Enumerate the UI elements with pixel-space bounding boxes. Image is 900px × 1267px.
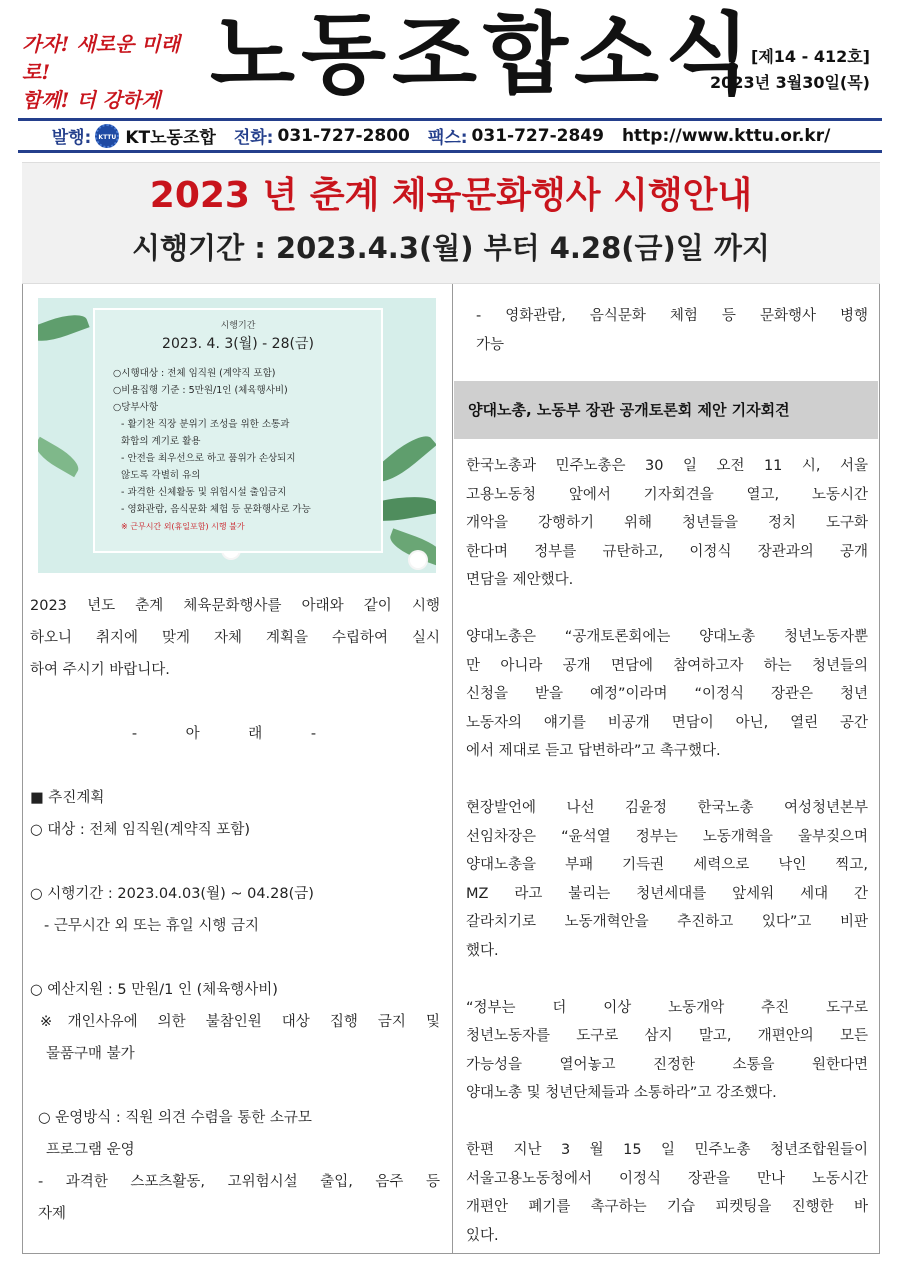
article-line: 신청을 받을 예정”이라며 “이정식 장관은 청년 <box>466 686 868 702</box>
paragraph-4 <box>466 994 868 1108</box>
fax-number: 031-727-2849 <box>471 125 604 146</box>
paragraph-2 <box>466 623 868 766</box>
method-item: 프로그램 운영 <box>46 1142 135 1158</box>
article-line: 노동자의 얘기를 비공개 면담이 아닌, 열린 공간 <box>466 714 868 731</box>
right-top <box>466 302 868 359</box>
poster-item: - 안전을 최우선으로 하고 품위가 손상되지 <box>121 453 296 464</box>
article-line: 양대노총은 “공개토론회에는 양대노총 청년노동자뿐 <box>466 629 868 645</box>
phone-number: 031-727-2800 <box>277 125 410 146</box>
publisher-key: 발행: <box>51 128 92 148</box>
header-rule-bottom <box>18 150 882 153</box>
intro-line: 2023 년도 춘계 체육문화행사를 아래와 같이 시행 <box>30 598 440 614</box>
poster-item: ○비용집행 기준 : 5만원/1인 (체육행사비) <box>113 385 288 396</box>
plan-heading: ■ 추진계획 <box>30 790 105 806</box>
article-line: 면담을 제안했다. <box>466 572 574 588</box>
title-banner <box>22 162 880 284</box>
poster-item: - 과격한 신체활동 및 위험시설 출입금지 <box>121 487 287 498</box>
kttu-logo-icon: KTTU <box>95 124 119 148</box>
intro-line: 하여 주시기 바랍니다. <box>30 662 170 678</box>
publisher-bar <box>18 121 882 150</box>
poster-item: - 영화관람, 음식문화 체험 등 문화행사로 가능 <box>121 504 311 515</box>
article-line: 현장발언에 나선 김윤정 한국노총 여성청년본부 <box>466 800 868 816</box>
event-poster <box>38 298 436 573</box>
website-link[interactable]: http://www.kttu.or.kr/ <box>621 125 831 146</box>
article-line: 만 아니라 공개 면담에 참여하고자 하는 청년들의 <box>466 657 868 674</box>
poster-list <box>113 365 381 535</box>
article-line: 양대노총을 부패 기득권 세력으로 낙인 찍고, <box>466 857 868 873</box>
article-line: 가능성을 열어놓고 진정한 소통을 원한다면 <box>466 1056 868 1073</box>
method-note: - 과격한 스포츠활동, 고위험시설 출입, 음주 등 <box>38 1174 440 1190</box>
article-line: 한다며 정부를 규탄하고, 이정식 장관과의 공개 <box>466 543 868 560</box>
banner-title: 2023 년 춘계 체육문화행사 시행안내 <box>149 175 753 216</box>
intro-line: 하오니 취지에 맞게 자체 계획을 수립하여 실시 <box>30 630 440 646</box>
banner-subtitle: 시행기간 : 2023.4.3(월) 부터 4.28(금)일 까지 <box>132 231 770 265</box>
poster-item: - 활기찬 직장 분위기 조성을 위한 소통과 <box>121 419 290 430</box>
issue-info <box>710 44 870 96</box>
method-note: 자제 <box>38 1206 67 1222</box>
article-line: 선임차장은 “윤석열 정부는 노동개혁을 울부짖으며 <box>466 828 868 845</box>
period-note: - 근무시간 외 또는 휴일 시행 금지 <box>44 918 259 934</box>
article-line: 개편안 폐기를 촉구하는 기습 피켓팅을 진행한 바 <box>466 1199 868 1215</box>
article-line: 청년노동자를 도구로 삼지 말고, 개편안의 모든 <box>466 1028 868 1044</box>
right-top-line: 가능 <box>476 336 505 353</box>
poster-label: 시행기간 <box>220 321 256 331</box>
article-body <box>466 452 868 1250</box>
article-line: “정부는 더 이상 노동개악 추진 도구로 <box>466 999 868 1016</box>
paragraph-5 <box>466 1136 868 1250</box>
poster-date: 2023. 4. 3(월) - 28(금) <box>162 336 314 352</box>
article-line: 서울고용노동청에서 이정식 장관을 만나 노동시간 <box>466 1170 868 1187</box>
paragraph-3 <box>466 794 868 965</box>
publisher-name: KT노동조합 <box>125 128 216 148</box>
poster-item: ○당부사항 <box>113 402 158 413</box>
fax-key: 팩스: <box>427 128 468 148</box>
masthead-title: 노동조합소식 <box>210 3 757 106</box>
article-line: 양대노총 및 청년단체들과 소통하라”고 강조했다. <box>466 1085 777 1101</box>
leaf-icon <box>38 437 83 478</box>
article-line: 한국노총과 민주노총은 30 일 오전 11 시, 서울 <box>466 458 868 474</box>
budget-note: 물품구매 불가 <box>46 1046 135 1062</box>
phone-key: 전화: <box>233 128 274 148</box>
poster-note: ※ 근무시간 외(휴일포함) 시행 불가 <box>121 522 245 531</box>
right-top-line: - 영화관람, 음식문화 체험 등 문화행사 병행 <box>476 308 868 324</box>
poster-item: 않도록 각별히 유의 <box>121 470 201 481</box>
article-line: 한편 지난 3 월 15 일 민주노총 청년조합원들이 <box>466 1142 868 1158</box>
article-line: 고용노동청 앞에서 기자회견을 열고, 노동시간 <box>466 486 868 503</box>
issue-number: [제14 - 412호] <box>751 47 870 66</box>
slogan-line-2: 함께! 더 강하게 <box>22 88 161 112</box>
leaf-icon <box>38 308 90 347</box>
slogan-line-1: 가자! 새로운 미래로! <box>22 32 180 84</box>
budget-item: ○ 예산지원 : 5 만원/1 인 (체육행사비) <box>30 982 278 998</box>
column-divider <box>452 284 453 1254</box>
poster-item: 화합의 계기로 활용 <box>121 436 201 447</box>
flower-icon <box>410 552 426 568</box>
left-column <box>30 590 440 1230</box>
issue-date: 2023년 3월30일(목) <box>710 73 870 92</box>
article-line: 했다. <box>466 942 499 959</box>
slogan <box>22 30 197 114</box>
method-item: ○ 운영방식 : 직원 의견 수렴을 통한 소규모 <box>38 1110 312 1126</box>
below-heading: - 아 래 - <box>131 726 339 742</box>
poster-item: ○시행대상 : 전체 임직원 (계약직 포함) <box>113 368 276 379</box>
article-line: 있다. <box>466 1227 499 1244</box>
article-line: 에서 제대로 듣고 답변하라”고 촉구했다. <box>466 743 721 759</box>
budget-note: ※개인사유에 의한 불참인원 대상 집행 금지 및 <box>40 1014 440 1030</box>
article-line: 갈라치기로 노동개혁안을 추진하고 있다”고 비판 <box>466 914 868 930</box>
paragraph-1 <box>466 452 868 595</box>
period-item: ○ 시행기간 : 2023.04.03(월) ~ 04.28(금) <box>30 886 314 902</box>
article-line: MZ 라고 불리는 청년세대를 앞세워 세대 간 <box>466 885 868 902</box>
article-line: 개악을 강행하기 위해 청년들을 정치 도구화 <box>466 515 868 531</box>
target-item: ○ 대상 : 전체 임직원(계약직 포함) <box>30 822 250 838</box>
section-heading: 양대노총, 노동부 장관 공개토론회 제안 기자회견 <box>454 381 878 439</box>
poster-card <box>93 308 383 553</box>
